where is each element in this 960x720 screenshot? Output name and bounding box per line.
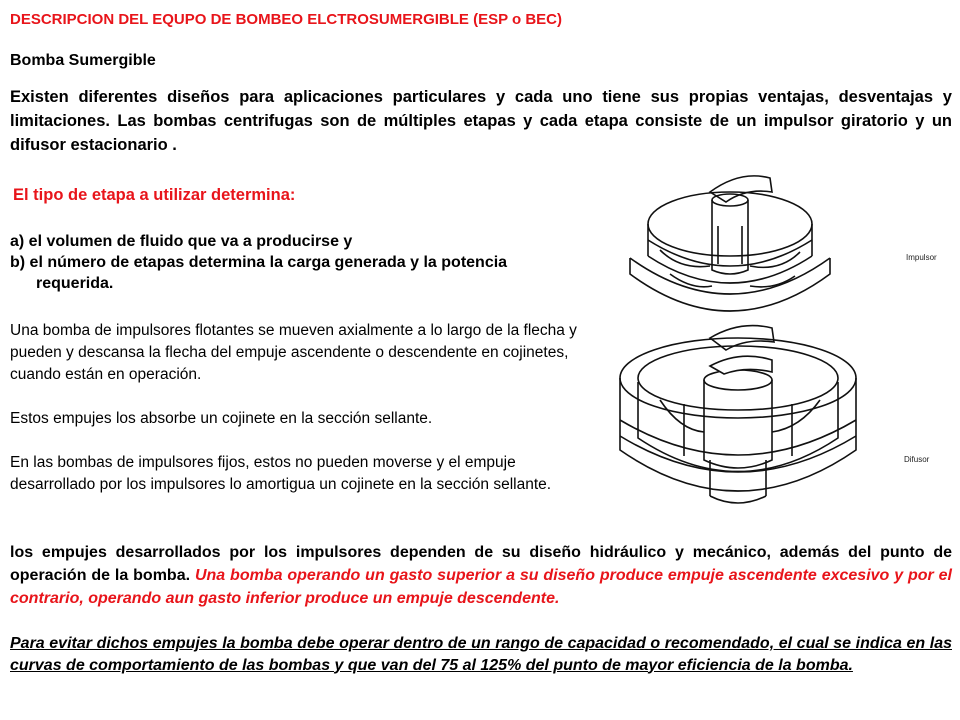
stage-heading: El tipo de etapa a utilizar determina: xyxy=(13,186,296,204)
document-title: DESCRIPCION DEL EQUPO DE BOMBEO ELCTROSUMERGIBLE (ESP o BEC) xyxy=(10,11,562,28)
section-subtitle: Bomba Sumergible xyxy=(10,52,156,69)
stage-criteria-list xyxy=(10,231,610,294)
diffuser-drawing xyxy=(620,326,856,503)
list-item xyxy=(10,231,610,252)
floating-impeller-paragraph: Una bomba de impulsores flotantes se mueven axialmente a lo largo de la flecha y pueden y descansa la flecha del empuje ascendente o descendente en cojinetes, cuando están en operación. xyxy=(10,322,577,383)
pump-stage-illustration xyxy=(600,160,960,540)
list-item-b: b) el número de etapas determina la carga generada y la potencia xyxy=(10,254,508,271)
recommendation-paragraph: Para evitar dichos empujes la bomba debe operar dentro de un rango de capacidad o recomendado, el cual se indica en las curvas de comportamiento de las bombas y que van del 75 al 125% del punto de mayor eficiencia de la bomba. xyxy=(10,635,952,674)
impeller-drawing xyxy=(630,176,830,311)
intro-paragraph: Existen diferentes diseños para aplicaciones particulares y cada uno tiene sus propias ventajas, desventajas y limitaciones. Las bombas centrifugas son de múltiples etapas y cada etapa consiste de un impulsor giratorio y un difusor estacionario . xyxy=(10,88,952,154)
list-item-b-continuation: requerida. xyxy=(36,275,114,292)
thrust-warning-text: Una bomba operando un gasto superior a su diseño produce empuje ascendente excesivo y por el contrario, operando aun gasto inferior produce un empuje descendente. xyxy=(10,567,953,607)
list-item-a: a) el volumen de fluido que va a producirse y xyxy=(10,233,353,250)
thrust-text: los empujes desarrollados por los impulsores dependen de su diseño hidráulico y mecánico, además del punto de operación de la bomba. xyxy=(10,544,952,584)
thrust-paragraph xyxy=(10,541,952,610)
diffuser-label: Difusor xyxy=(904,455,930,464)
thrust-absorb-paragraph: Estos empujes los absorbe un cojinete en la sección sellante. xyxy=(10,410,433,427)
impeller-label: Impulsor xyxy=(906,253,937,262)
list-item xyxy=(10,252,610,294)
fixed-impeller-paragraph: En las bombas de impulsores fijos, estos no pueden moverse y el empuje desarrollado por los impulsores lo amortigua un cojinete en la sección sellante. xyxy=(10,454,552,493)
